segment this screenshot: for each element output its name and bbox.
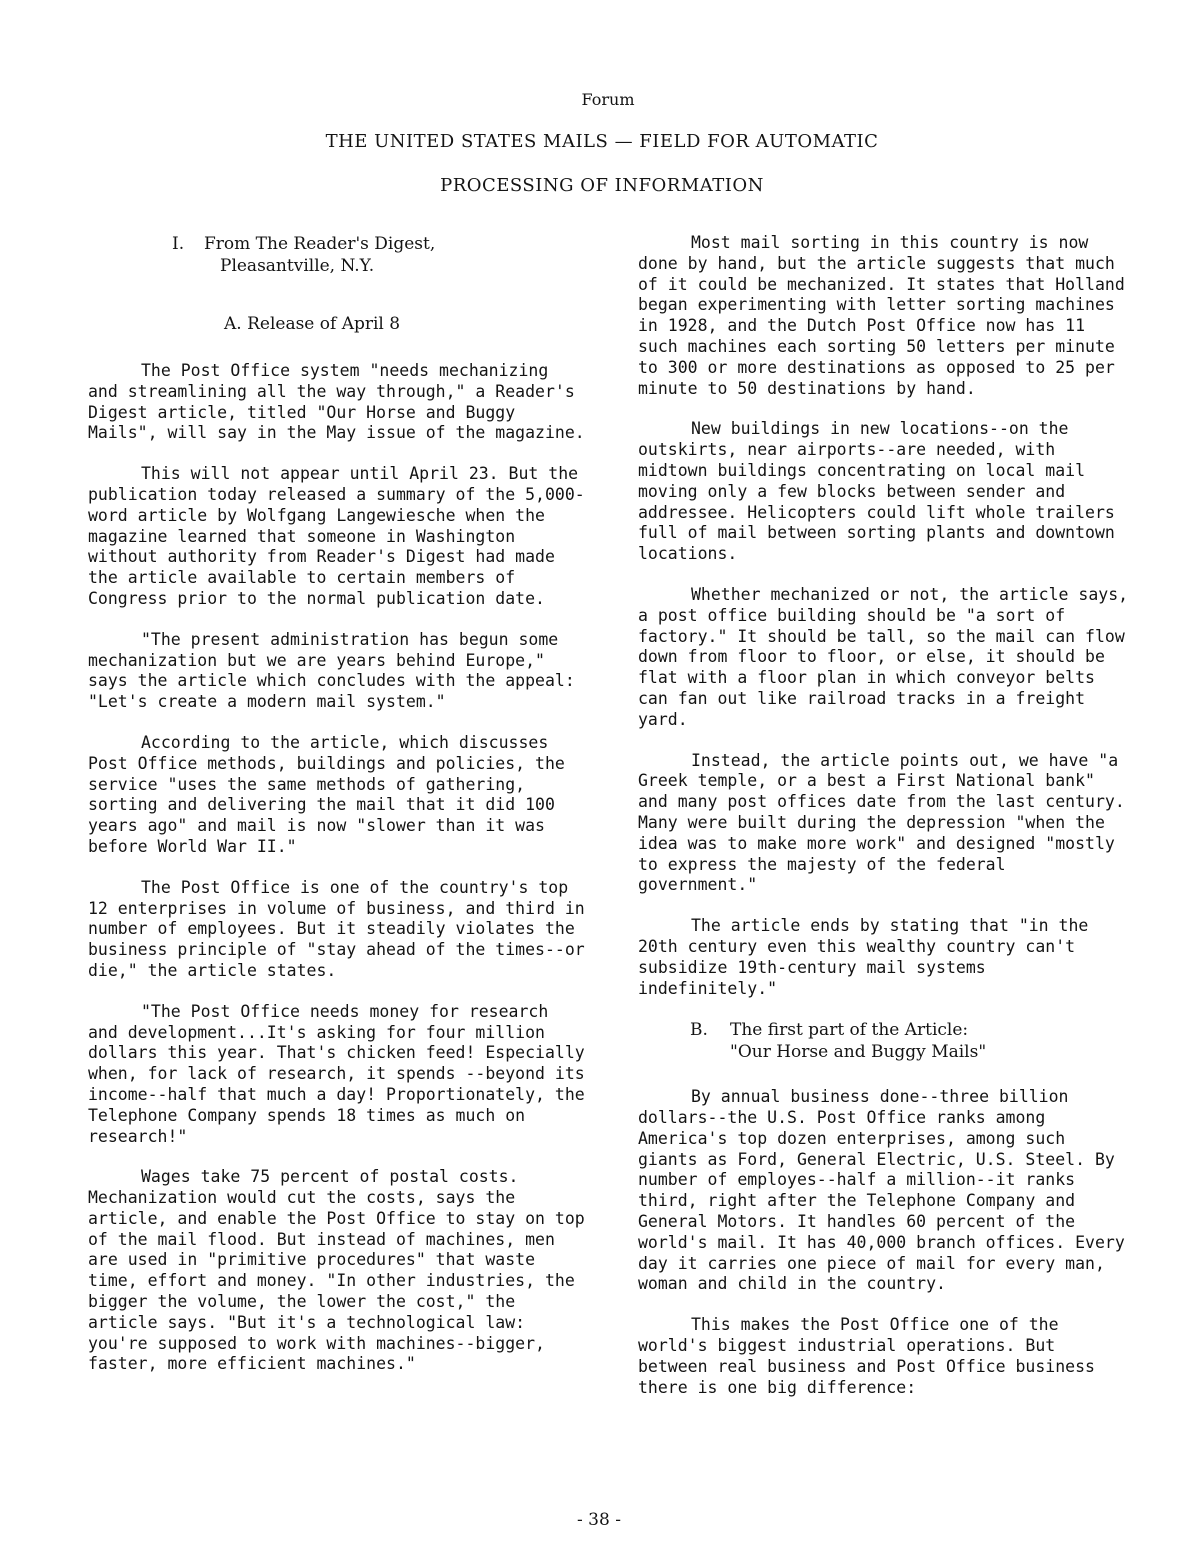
subsection-title-line-2: "Our Horse and Buggy Mails" — [730, 1042, 987, 1063]
paragraph: The Post Office system "needs mechanizing and streamlining all the way through," a Reader's Digest article, titled "Our Horse and Buggy Mails", will say in the May issue of the magazine. — [88, 361, 585, 443]
paragraph: By annual business done--three billion dollars--the U.S. Post Office ranks among America's top dozen enterprises, among such giants as Ford, General Electric, U.S. Steel. By number of employes--half a million--it ranks third, right after the Telephone Company and General Motors. It handles 60 percent of the world's mail. It has 40,000 branch offices. Every day it carries one piece of mail for every man, woman and child in the country. — [638, 1087, 1125, 1294]
left-column — [88, 233, 588, 1395]
paragraph: According to the article, which discusses Post Office methods, buildings and policies, the service "uses the same methods of gathering, sorting and delivering the mail that it did 100 years ago" and mail is now "slower than it was before World War II." — [88, 732, 565, 856]
paragraph: This will not appear until April 23. But the publication today released a summary of the 5,000-word article by Wolfgang Langewiesche when the magazine learned that someone in Washington without authority from Reader's Digest had made the article available to certain members of Congress prior to the normal publication date. — [88, 464, 585, 608]
section-number: I. — [172, 234, 185, 254]
subsection-heading-a: A. Release of April 8 — [224, 314, 401, 334]
paragraph: "The Post Office needs money for research and development...It's asking for four million dollars this year. That's chicken feed! Especially when, for lack of research, it spends --beyond its income--half that much a day! Proportionately, the Telephone Company spends 18 times as much on research!" — [88, 1001, 585, 1146]
section-heading-i — [172, 233, 588, 277]
paragraph: This makes the Post Office one of the world's biggest industrial operations. But between real business and Post Office business there is one big difference: — [638, 1315, 1095, 1397]
paragraph: The Post Office is one of the country's top 12 enterprises in volume of business, and third in number of employees. But it steadily violates the business principle of "stay ahead of the times--or die," the article states. — [88, 877, 585, 980]
page-number: - 38 - — [577, 1510, 621, 1530]
subsection-number: B. — [690, 1020, 708, 1041]
section-source-line-1: From The Reader's Digest, — [204, 234, 436, 254]
paragraph: Instead, the article points out, we have "a Greek temple, or a best a First National bank" and many post offices date from the last century. Many were built during the depression "when the idea was to make more work" and designed "mostly to express the majesty of the federal government." — [638, 750, 1125, 895]
right-column — [638, 233, 1130, 1418]
paragraph: Wages take 75 percent of postal costs. Mechanization would cut the costs, says the article, and enable the Post Office to stay on top of the mail flood. But instead of machines, men are used in "primitive procedures" that waste time, effort and money. "In other industries, the bigger the volume, the lower the cost," the article says. "But it's a technological law: you're supposed to work with machines--bigger, faster, more efficient machines." — [88, 1167, 585, 1374]
article-title-line-2: PROCESSING OF INFORMATION — [440, 175, 764, 196]
subsection-title-line-1: The first part of the Article: — [730, 1020, 969, 1041]
section-kicker: Forum — [581, 90, 635, 109]
paragraph: The article ends by stating that "in the 20th century even this wealthy country can't subsidize 19th-century mail systems indefinitely." — [638, 916, 1089, 998]
paragraph: "The present administration has begun some mechanization but we are years behind Europe," says the article which concludes with the appeal: "Let's create a modern mail system." — [88, 629, 575, 712]
paragraph: Whether mechanized or not, the article says, a post office building should be "a sort of factory." It should be tall, so the mail can flow down from floor to floor, or else, it should be flat with a floor plan in which conveyor belts can fan out like railroad tracks in a freight yard. — [638, 584, 1129, 729]
paragraph: New buildings in new locations--on the outskirts, near airports--are needed, with midtown buildings concentrating on local mail moving only a few blocks between sender and addressee. Helicopters could lift whole trailers full of mail between sorting plants and downtown locations. — [638, 419, 1115, 564]
paragraph: Most mail sorting in this country is now done by hand, but the article suggests that much of it could be mechanized. It states that Holland began experimenting with letter sorting machines in 1928, and the Dutch Post Office now has 11 such machines each sorting 50 letters per minute to 300 or more destinations as opposed to 25 per minute to 50 destinations by hand. — [638, 233, 1125, 398]
article-title-line-1: THE UNITED STATES MAILS — FIELD FOR AUTOMATIC — [325, 131, 879, 152]
section-source-line-2: Pleasantville, N.Y. — [220, 256, 375, 276]
subsection-heading-b — [690, 1019, 1130, 1063]
